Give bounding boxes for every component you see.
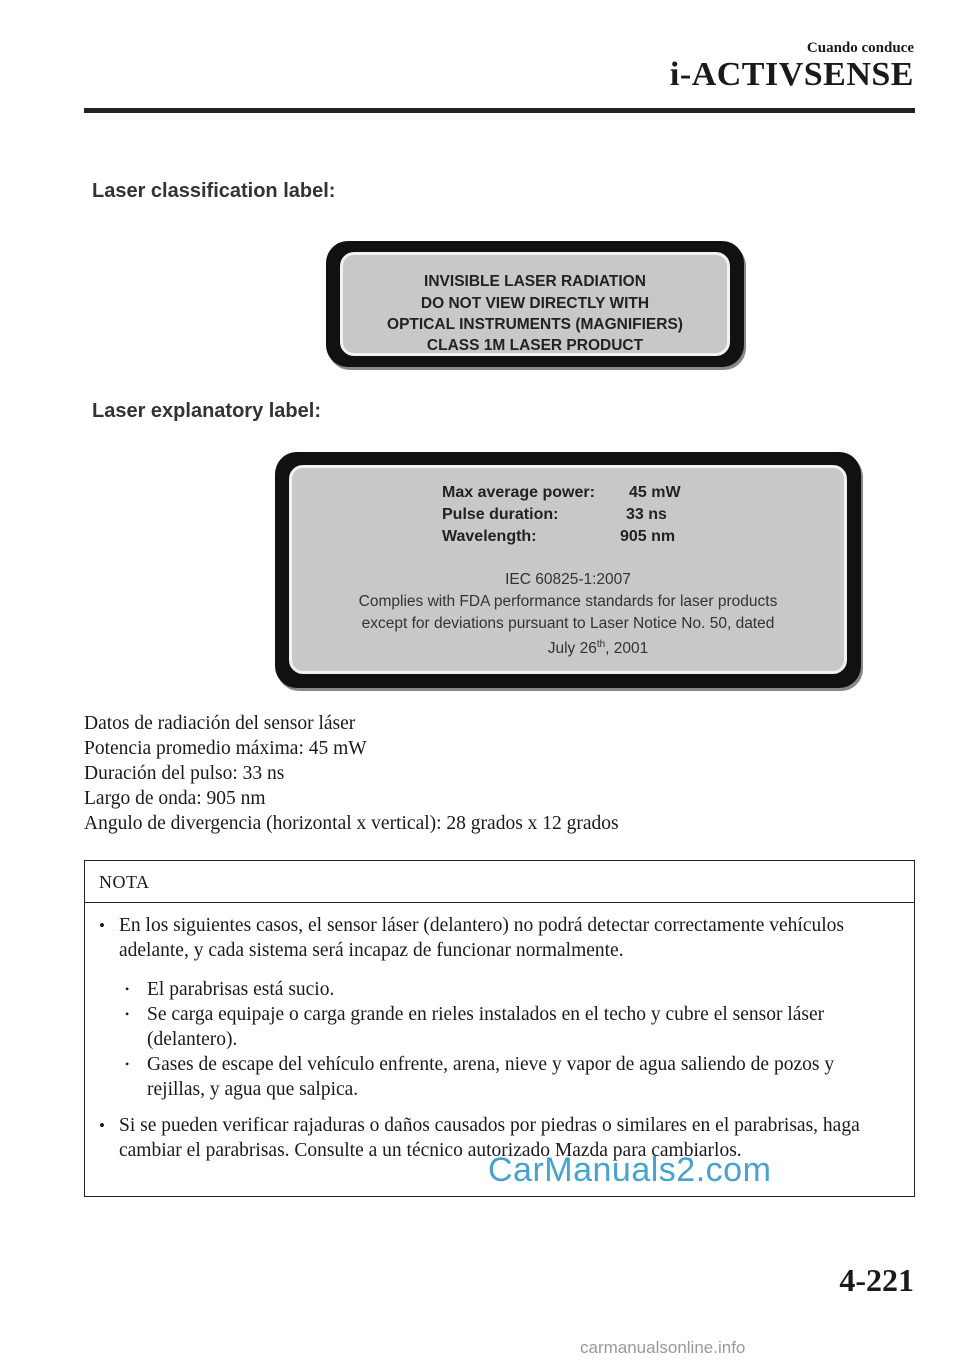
warning-line: DO NOT VIEW DIRECTLY WITH bbox=[420, 294, 650, 312]
date-prefix: July 26 bbox=[547, 640, 597, 658]
sub-bullet-dot: • bbox=[125, 1057, 130, 1071]
spec-value: 33 ns bbox=[626, 506, 667, 523]
explanatory-label bbox=[275, 452, 861, 688]
header-title: i-ACTIVSENSE bbox=[669, 56, 914, 93]
spec-name: Pulse duration: bbox=[442, 506, 559, 523]
radiation-data-line: Potencia promedio máxima: 45 mW bbox=[84, 738, 367, 759]
classification-label bbox=[326, 241, 744, 367]
radiation-data bbox=[84, 711, 619, 836]
spec-value: 905 nm bbox=[620, 528, 676, 545]
radiation-data-line: Angulo de divergencia (horizontal x vertical): 28 grados x 12 grados bbox=[84, 813, 619, 834]
header-section: Cuando conduce bbox=[806, 40, 914, 56]
radiation-data-line: Datos de radiación del sensor láser bbox=[84, 713, 356, 734]
spec-value: 45 mW bbox=[629, 484, 681, 501]
warning-line: CLASS 1M LASER PRODUCT bbox=[426, 337, 644, 354]
spec-name: Wavelength: bbox=[442, 528, 537, 545]
date-suffix: , 2001 bbox=[605, 640, 649, 658]
iec-line: IEC 60825-1:2007 bbox=[505, 571, 631, 588]
footer-mark: carmanualsonline.info bbox=[580, 1338, 746, 1357]
sub-bullet-text: Gases de escape del vehículo enfrente, arena, nieve y vapor de agua saliendo de pozos y rejillas, y agua que salpica. bbox=[147, 1054, 835, 1100]
warning-line: INVISIBLE LASER RADIATION bbox=[424, 273, 646, 290]
bullet-text: Si se pueden verificar rajaduras o daños causados por piedras o similares en el parabrisas, haga cambiar el parabrisas. Consulte a un técnico autorizado Mazda para cambiarlos. bbox=[119, 1115, 860, 1161]
date-sup: th bbox=[596, 639, 606, 650]
classification-label-panel bbox=[340, 252, 730, 356]
sub-bullet-dot: • bbox=[125, 1007, 130, 1021]
watermark: CarManuals2.com bbox=[488, 1151, 772, 1189]
spec-name: Max average power: bbox=[442, 484, 595, 501]
explanatory-label-panel bbox=[289, 465, 847, 674]
explanatory-caption: Laser explanatory label: bbox=[92, 400, 321, 422]
iec-line: Complies with FDA performance standards for laser products bbox=[358, 593, 778, 610]
sub-bullet-text: Se carga equipaje o carga grande en rieles instalados en el techo y cubre el sensor láser (delantero). bbox=[147, 1004, 825, 1050]
classification-caption: Laser classification label: bbox=[92, 180, 336, 202]
bullet-dot: • bbox=[99, 916, 105, 935]
bullet-text: En los siguientes casos, el sensor láser (delantero) no podrá detectar correctamente vehículos adelante, y cada sistema será incapaz de funcionar normalmente. bbox=[119, 915, 845, 961]
bullet-dot: • bbox=[99, 1116, 105, 1135]
radiation-data-line: Duración del pulso: 33 ns bbox=[84, 763, 285, 784]
sub-bullet-text: El parabrisas está sucio. bbox=[147, 979, 335, 1000]
note-box bbox=[84, 860, 915, 1197]
radiation-data-line: Largo de onda: 905 nm bbox=[84, 788, 266, 809]
page-number: 4-221 bbox=[839, 1262, 914, 1298]
header-rule bbox=[84, 108, 915, 113]
note-heading: NOTA bbox=[85, 861, 914, 903]
warning-line: OPTICAL INSTRUMENTS (MAGNIFIERS) bbox=[387, 316, 683, 333]
iec-line: except for deviations pursuant to Laser Notice No. 50, dated bbox=[361, 615, 775, 632]
iec-date-line bbox=[352, 634, 844, 660]
sub-bullet-dot: • bbox=[125, 982, 130, 996]
